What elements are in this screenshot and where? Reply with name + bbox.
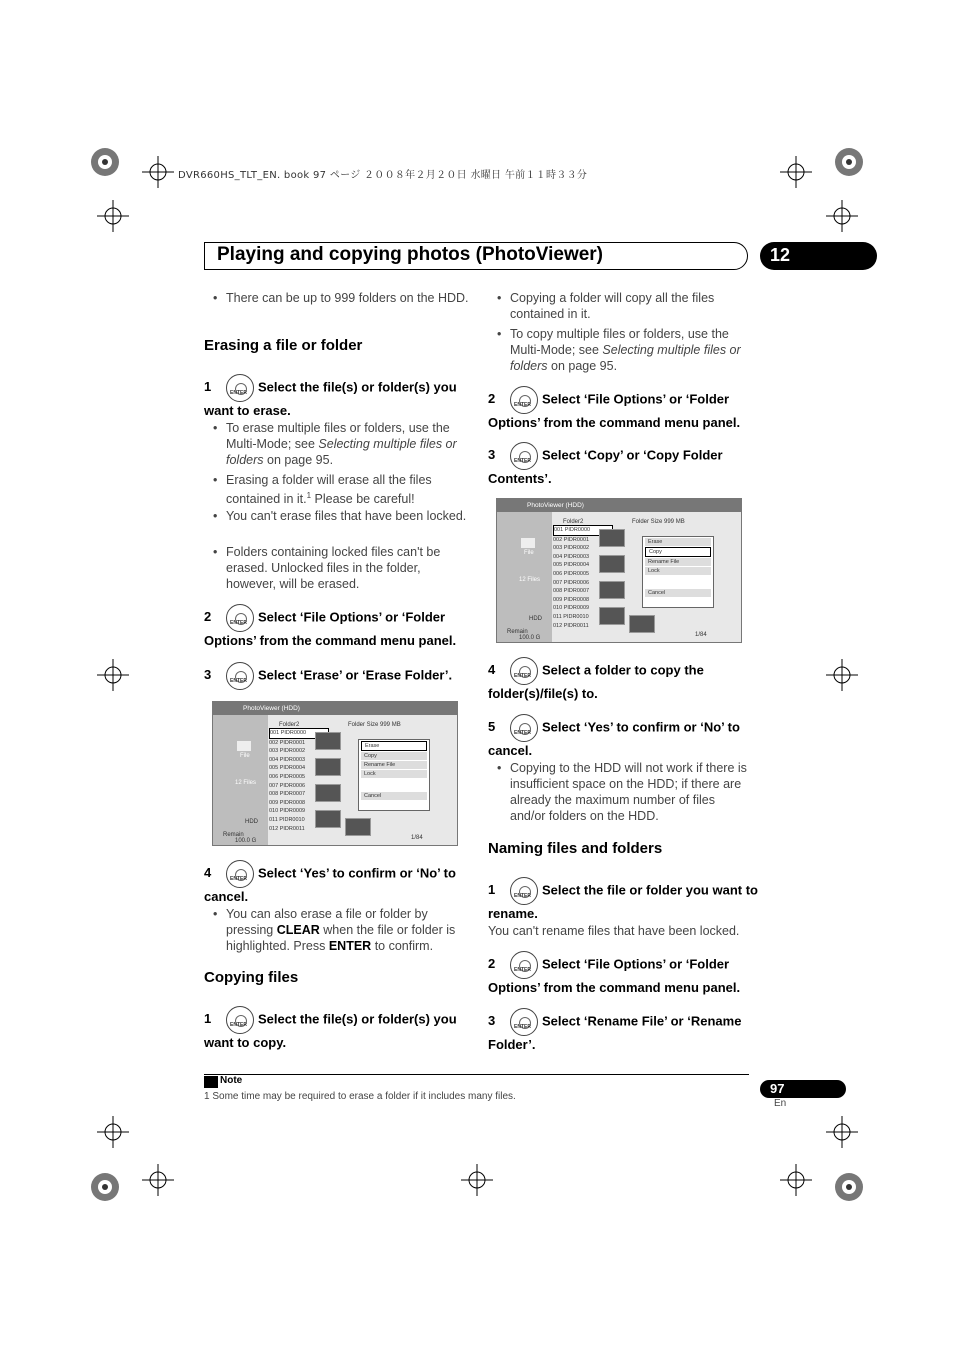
name-step-2 (488, 951, 758, 997)
registration-mark-icon (832, 145, 866, 179)
copy-step-2 (488, 386, 758, 432)
thumbnail (629, 615, 655, 633)
step-number: 3 (204, 667, 212, 683)
erase-bullet-1 (204, 420, 469, 468)
registration-mark-icon (832, 1170, 866, 1204)
text: To erase multiple files or folders, use the Multi-Mode; see (226, 421, 450, 451)
note-label: Note (220, 1075, 243, 1086)
crosshair-icon (826, 200, 858, 232)
registration-mark-icon (88, 1170, 122, 1204)
intro-bullet: • There can be up to 999 folders on the HDD. (204, 290, 469, 306)
name-step-3 (488, 1008, 758, 1054)
command-menu (642, 536, 714, 608)
erase-heading: Erasing a file or folder (204, 337, 363, 354)
text: when the file or folder is highlighted. Press (226, 923, 456, 953)
list-item[interactable]: 010 PIDR0009 (269, 808, 306, 815)
list-item[interactable]: 008 PIDR0007 (269, 791, 306, 798)
page-indicator: 1/84 (411, 835, 423, 841)
step-text: Select the file(s) or folder(s) you want to erase. (204, 379, 457, 418)
thumbnail (599, 581, 625, 599)
enter-button-icon (510, 1008, 538, 1036)
thumbnail (315, 758, 341, 776)
remain-label: Remain (223, 832, 244, 838)
file-label: File (524, 550, 534, 556)
photoviewer-screenshot-erase (212, 701, 458, 846)
print-info: DVR660HS_TLT_EN. book 97 ページ ２００８年２月２０日 水曜日 午前１１時３３分 (178, 170, 588, 181)
chapter-number: 12 (770, 245, 791, 265)
step-text: Select ‘File Options’ or ‘Folder Options’ from the command menu panel. (204, 609, 457, 648)
clear-key: CLEAR (276, 923, 320, 937)
page-number: 97 (770, 1081, 785, 1096)
enter-button-icon (510, 951, 538, 979)
thumbnail (315, 810, 341, 828)
step-text: Select the file or folder you want to rename. (488, 882, 758, 921)
thumbnail (599, 555, 625, 573)
step-text: Select ‘File Options’ or ‘Folder Options’ from the command menu panel. (488, 391, 741, 430)
crosshair-icon (142, 1164, 174, 1196)
enter-button-icon (226, 604, 254, 632)
list-item[interactable]: 011 PIDR0010 (553, 613, 589, 620)
crosshair-icon (142, 156, 174, 188)
list-item[interactable]: 009 PIDR0008 (553, 596, 590, 603)
step-text: Select the file(s) or folder(s) you want to copy. (204, 1011, 457, 1050)
menu-item-rename[interactable]: Rename File (645, 558, 711, 566)
command-menu (358, 739, 430, 811)
step-number: 1 (204, 379, 212, 395)
hdd-label: HDD (245, 819, 258, 825)
copy-step-5 (488, 714, 758, 760)
menu-item-erase[interactable]: Erase (361, 741, 427, 751)
thumbnail (599, 607, 625, 625)
folder-size: Folder Size 999 MB (348, 722, 401, 728)
copy-step-4 (488, 657, 758, 703)
step-number: 1 (204, 1011, 212, 1027)
list-item[interactable]: 003 PIDR0002 (553, 545, 590, 552)
copy-heading: Copying files (204, 969, 299, 986)
step-text: Select ‘File Options’ or ‘Folder Options’ from the command menu panel. (488, 956, 741, 995)
list-item[interactable]: 002 PIDR0001 (553, 536, 590, 543)
enter-button-icon (226, 1006, 254, 1034)
menu-item-copy[interactable]: Copy (361, 752, 427, 760)
naming-heading: Naming files and folders (488, 840, 663, 857)
crosshair-icon (826, 1116, 858, 1148)
step-number: 3 (488, 1013, 496, 1029)
list-item[interactable]: 003 PIDR0002 (269, 748, 306, 755)
list-item[interactable]: 007 PIDR0006 (269, 782, 306, 789)
step-number: 2 (488, 956, 496, 972)
enter-button-icon (510, 442, 538, 470)
remain-value: 100.0 G (235, 838, 257, 844)
cross-reference: Selecting multiple files or folders (510, 343, 741, 373)
step-text: Select ‘Rename File’ or ‘Rename Folder’. (488, 1013, 742, 1052)
step-text: Select a folder to copy the folder(s)/file(s) to. (488, 662, 704, 701)
step-number: 1 (488, 882, 496, 898)
language-label: En (774, 1098, 787, 1109)
erase-bullet-3: • You can't erase files that have been locked. (204, 508, 469, 524)
step-text: Select ‘Erase’ or ‘Erase Folder’. (258, 667, 453, 683)
enter-button-icon (510, 877, 538, 905)
step-number: 4 (204, 865, 212, 881)
enter-button-icon (510, 386, 538, 414)
enter-button-icon (226, 374, 254, 402)
list-item[interactable]: 005 PIDR0004 (553, 562, 590, 569)
step-number: 4 (488, 662, 496, 678)
list-item[interactable]: 009 PIDR0008 (269, 799, 306, 806)
copy-bullet-1: • Copying a folder will copy all the files contained in it. (488, 290, 753, 322)
text: You can also erase a file or folder by pressing (226, 907, 428, 937)
cross-reference: Selecting multiple files or folders (226, 437, 457, 467)
step-number: 2 (488, 391, 496, 407)
erase-step-1 (204, 374, 474, 420)
menu-item-copy[interactable]: Copy (645, 547, 711, 557)
step-text: Select ‘Copy’ or ‘Copy Folder Contents’. (488, 447, 723, 486)
list-item[interactable]: 012 PIDR0011 (553, 622, 589, 629)
enter-button-icon (226, 860, 254, 888)
folder-size: Folder Size 999 MB (632, 519, 685, 525)
screen-sidebar (213, 715, 268, 845)
thumbnail (315, 784, 341, 802)
menu-item-cancel[interactable]: Cancel (645, 589, 711, 597)
thumbnail (345, 818, 371, 836)
copy-step-3 (488, 442, 758, 488)
hdd-label: HDD (529, 616, 542, 622)
erase-step-4 (204, 860, 474, 906)
menu-item-cancel[interactable]: Cancel (361, 792, 427, 800)
list-item[interactable]: 004 PIDR0003 (269, 756, 306, 763)
enter-button-icon (510, 657, 538, 685)
crosshair-icon (780, 1164, 812, 1196)
copy-step-1 (204, 1006, 474, 1052)
list-item[interactable]: 006 PIDR0005 (269, 773, 306, 780)
menu-item-lock[interactable]: Lock (645, 567, 711, 575)
list-item[interactable]: 001 PIDR0000 (553, 525, 613, 536)
page-title: Playing and copying photos (PhotoViewer) (217, 244, 604, 265)
note-icon (204, 1076, 218, 1088)
list-item[interactable]: 002 PIDR0001 (269, 739, 306, 746)
footnote-ref: 1 (306, 491, 312, 500)
enter-button-icon (226, 662, 254, 690)
erase-bullet-4: • Folders containing locked files can't be erased. Unlocked files in the folder, however, will be erased. (204, 544, 469, 592)
screen-title: PhotoViewer (HDD) (497, 499, 741, 512)
menu-item-erase[interactable]: Erase (645, 538, 711, 546)
copy-bullet-2 (488, 326, 753, 374)
text: Please be careful! (311, 492, 415, 507)
page-title-bar (204, 242, 748, 270)
files-count: 12 Files (519, 577, 541, 583)
list-item[interactable]: 012 PIDR0011 (269, 825, 305, 832)
list-item[interactable]: 001 PIDR0000 (269, 728, 329, 739)
thumbnail (315, 732, 341, 750)
page-number-badge (760, 1080, 846, 1098)
list-item[interactable]: 006 PIDR0005 (553, 570, 590, 577)
text: on page 95. (263, 453, 334, 467)
chapter-badge (760, 242, 877, 270)
name-step-1 (488, 877, 758, 923)
list-item[interactable]: 005 PIDR0004 (269, 765, 306, 772)
crosshair-icon (97, 1116, 129, 1148)
text: To copy multiple files or folders, use the Multi-Mode; see (510, 327, 729, 357)
list-item[interactable]: 011 PIDR0010 (269, 816, 305, 823)
text: on page 95. (547, 359, 618, 373)
step-text: Select ‘Yes’ to confirm or ‘No’ to cancel. (204, 865, 456, 904)
list-item[interactable]: 004 PIDR0003 (553, 553, 590, 560)
footnote: 1 Some time may be required to erase a folder if it includes many files. (204, 1091, 516, 1102)
list-item[interactable]: 007 PIDR0006 (553, 579, 590, 586)
page-indicator: 1/84 (695, 632, 707, 638)
enter-key: ENTER (328, 939, 372, 953)
erase-step-2 (204, 604, 474, 650)
step-number: 3 (488, 447, 496, 463)
name-step-1-note: You can't rename files that have been locked. (488, 924, 740, 938)
enter-button-icon (510, 714, 538, 742)
crosshair-icon (826, 659, 858, 691)
photo-icon (521, 538, 535, 548)
registration-mark-icon (88, 145, 122, 179)
crosshair-icon (97, 659, 129, 691)
erase-bullet-5 (204, 906, 469, 954)
erase-bullet-2 (204, 472, 469, 507)
list-item[interactable]: 008 PIDR0007 (553, 588, 590, 595)
text: Erasing a folder will erase all the files contained in it. (226, 473, 432, 507)
copy-bullet-3: • Copying to the HDD will not work if there is insufficient space on the HDD; if there are already the maximum number of files and/or folders on the HDD. (488, 760, 753, 824)
text: to confirm. (371, 939, 434, 953)
crosshair-icon (780, 156, 812, 188)
step-number: 5 (488, 719, 496, 735)
crosshair-icon (97, 200, 129, 232)
footer-divider (204, 1074, 749, 1075)
list-item[interactable]: 010 PIDR0009 (553, 605, 590, 612)
menu-item-rename[interactable]: Rename File (361, 761, 427, 769)
folder-name: Folder2 (563, 519, 584, 525)
screen-title: PhotoViewer (HDD) (213, 702, 457, 715)
folder-name: Folder2 (279, 722, 300, 728)
step-text: Select ‘Yes’ to confirm or ‘No’ to cancel. (488, 719, 740, 758)
files-count: 12 Files (235, 780, 257, 786)
file-label: File (240, 753, 250, 759)
menu-item-lock[interactable]: Lock (361, 770, 427, 778)
remain-value: 100.0 G (519, 635, 541, 641)
thumbnail (599, 529, 625, 547)
photo-icon (237, 741, 251, 751)
remain-label: Remain (507, 629, 528, 635)
screen-sidebar (497, 512, 552, 642)
erase-step-3 (204, 662, 474, 690)
step-number: 2 (204, 609, 212, 625)
crosshair-icon (461, 1164, 493, 1196)
photoviewer-screenshot-copy (496, 498, 742, 643)
